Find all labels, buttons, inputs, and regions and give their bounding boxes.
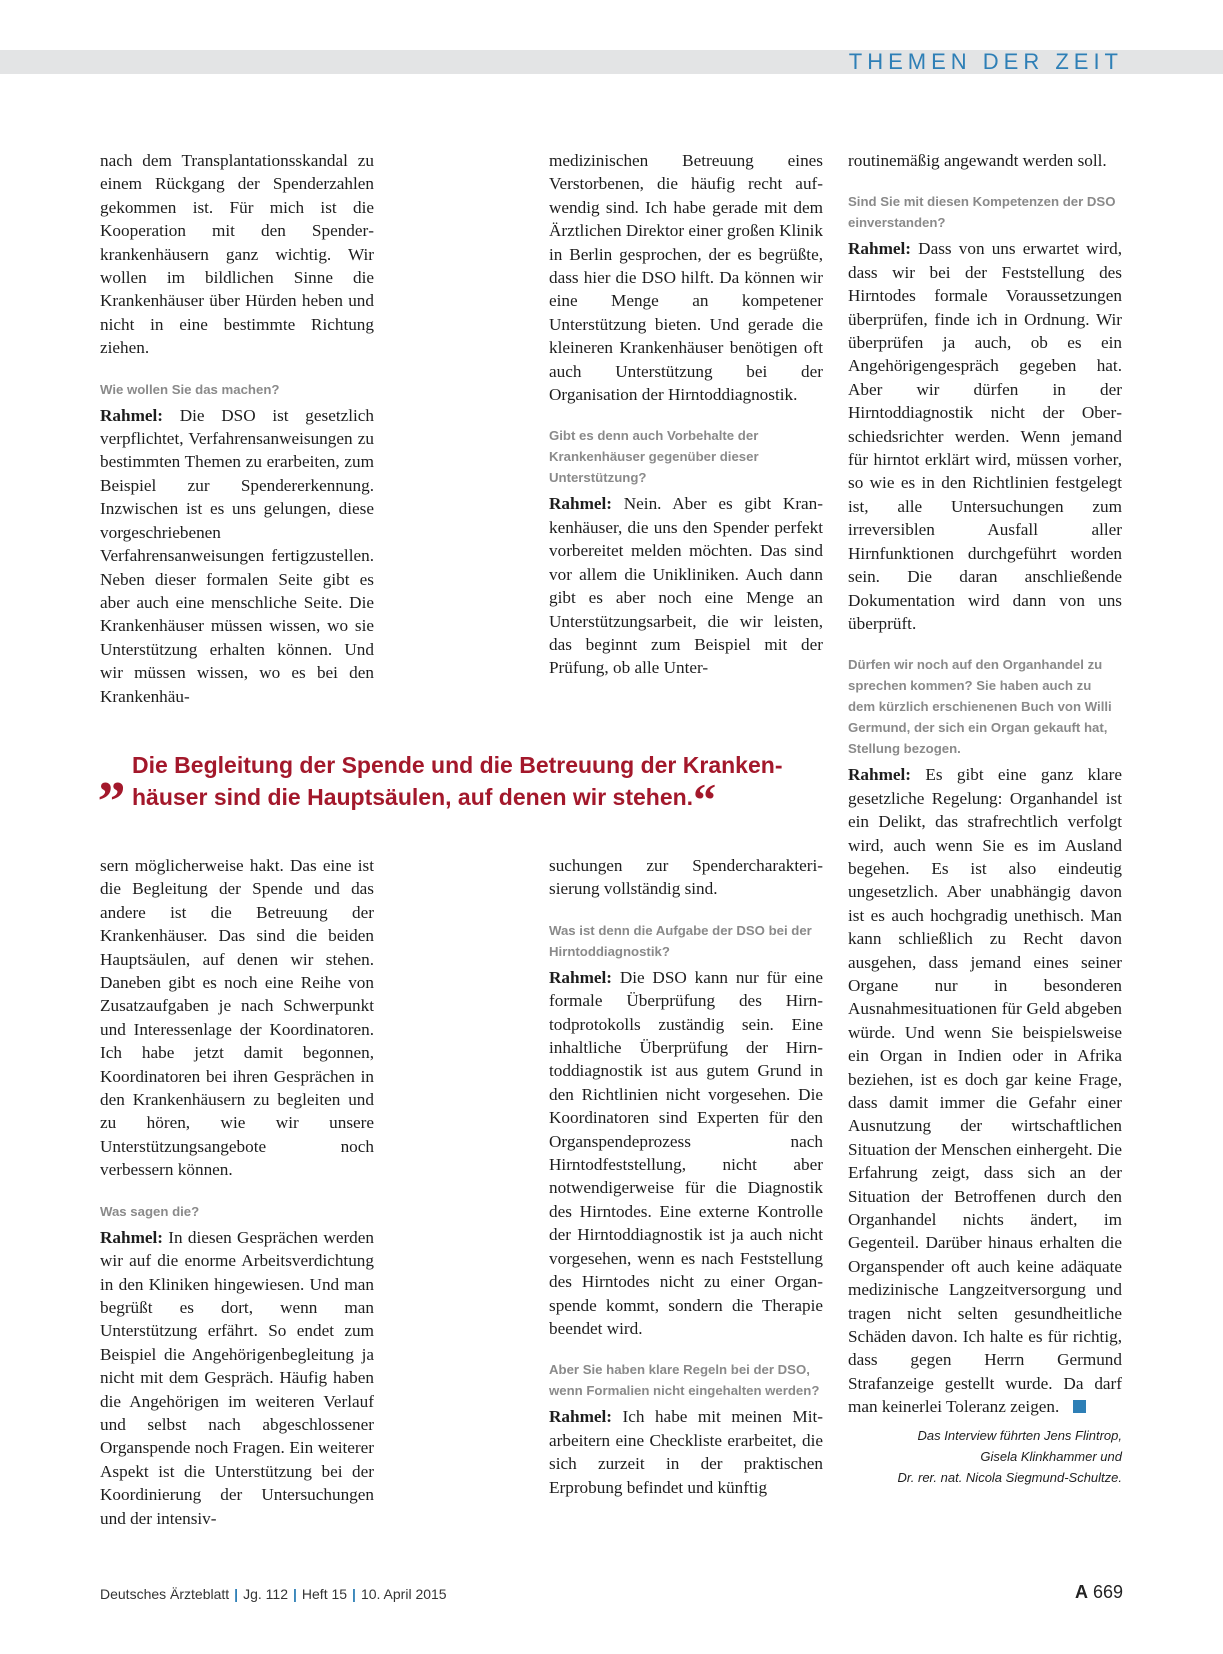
opening-quote-mark: „: [98, 742, 126, 804]
separator: |: [292, 1586, 297, 1602]
credit-line: Gisela Klinkhammer und: [980, 1448, 1122, 1464]
interview-credits: [848, 1425, 1122, 1488]
interview-question: Sind Sie mit diesen Kompetenzen der DSO einverstanden?: [848, 194, 1116, 231]
journal-name: Deutsches Ärzteblatt: [100, 1586, 230, 1602]
answer-text: Nein. Aber es gibt Krankenhäuser, die uns den Spender perfekt vorbereitet melden möchten. Das sind vor allem die Unikliniken. Auch dann gibt es aber noch eine Menge an Unterstützungsarbeit, die wir leisten, das beginnt zum Beispiel mit der Prüfung, ob alle Unter-: [549, 494, 823, 678]
answer-text: Es gibt eine ganz klare gesetzliche Regelung: Organhandel ist ein Delikt, das strafrechtlich verfolgt wird, auch wenn Sie es im Ausland begehen. Es ist also eindeutig ungesetzlich. Aber unabhängig davon ist es auch hochgradig unethisch. Man kann schließlich zu Recht davon ausgehen, dass jemand eines seiner Organe nur in besonderen Ausnahmesituationen für Geld abgeben würde. Und wenn Sie beispielsweise ein Organ in Indien oder in Afrika beziehen, ist es doch gar keine Frage, dass damit immer die Gefahr einer Ausnutzung der wirtschaftlichen Situation der Menschen einhergeht. Die Erfahrung zeigt, dass sich an der Situation der Betroffenen durch den Organhandel nichts ändert, im Gegenteil. Darüber hinaus erhalten die Organspender oft auch keine adäquate medizinische Langzeitversorgung und tragen nicht selten gesundheitliche Schäden davon. Ich halte es für richtig, dass gegen Herrn Germund Strafanzeige gestellt wurde. Da darf man keinerlei Toleranz zeigen.: [848, 765, 1122, 1417]
speaker-label: Rahmel:: [549, 967, 613, 987]
speaker-label: Rahmel:: [549, 494, 613, 514]
answer-paragraph: [100, 1226, 374, 1530]
column-2-top: [549, 149, 823, 680]
answer-paragraph: [848, 763, 1122, 1418]
interview-question: Aber Sie haben klare Regeln bei der DSO, wenn Formalien nicht eingehalten werden?: [549, 1362, 820, 1399]
interview-question: Was ist denn die Aufgabe der DSO bei der Hirntoddiagnostik?: [549, 922, 812, 959]
answer-text: Dass von uns erwartet wird, dass wir bei der Feststellung des Hirntodes formale Voraussetzungen überprüfen, finde ich in Ordnung. Wir überprüfen ja auch, ob es ein Angehörigengespräch gegeben hat. Aber wir dürfen in der Hirntoddiagnostik nicht der Oberschiedsrichter werden. Wenn jemand für hirntot erklärt wird, müssen vorher, so wie es in den Richtlinien festgelegt ist, alle Untersuchungen zum irreversiblen Ausfall aller Hirnfunktionen durchgeführt worden sein. Die daran anschließende Dokumentation wird dann von uns überprüft.: [848, 239, 1122, 633]
answer-text: Die DSO kann nur für eine formale Überprüfung des Hirntodprotokolls zuständig sein. Eine inhaltliche Überprüfung der Hirntoddiagnostik ist aus gutem Grund in den Richtlinien nicht vorgesehen. Die Koordinatoren sind Experten für den Organspendeprozess nach Hirntodfeststellung, nicht aber notwendigerweise für die Diagnostik des Hirntodes. Eine externe Kontrolle der Hirntoddiagnostik ist ja auch nicht vorgesehen, wenn es nach Feststellung des Hirntodes nicht zu einer Organspende kommt, sondern die Therapie beendet wird.: [549, 967, 823, 1338]
footer-citation: [100, 1585, 447, 1603]
end-mark-icon: [1073, 1400, 1086, 1413]
section-label: THEMEN DER ZEIT: [848, 49, 1123, 74]
answer-paragraph: [100, 404, 374, 708]
pull-quote: [98, 742, 818, 825]
closing-quote-mark: “: [693, 774, 717, 825]
interview-question: Dürfen wir noch auf den Organhandel zu sprechen kommen? Sie haben auch zu dem kürzlich erschienenen Buch von Willi Germund, der sich ein Organ gekauft hat, Stellung bezogen.: [848, 657, 1112, 757]
paragraph: nach dem Transplantationsskandal zu einem Rückgang der Spenderzahlen gekommen ist. Für mich ist die Kooperation mit den Spenderkrankenhäusern ganz wichtig. Wir wollen im bildlichen Sinne die Krankenhäuser über Hürden heben und nicht in eine bestimmte Richtung ziehen.: [100, 151, 374, 358]
answer-paragraph: [549, 1405, 823, 1499]
volume: Jg. 112: [243, 1586, 288, 1602]
issue-date: 10. April 2015: [360, 1586, 447, 1602]
speaker-label: Rahmel:: [100, 1227, 164, 1247]
paragraph: suchungen zur Spendercharakterisierung vollständig sind.: [549, 856, 823, 899]
credit-line: Dr. rer. nat. Nicola Siegmund-Schultze.: [897, 1469, 1122, 1485]
speaker-label: Rahmel:: [100, 405, 164, 425]
column-1-top: [100, 149, 374, 708]
credit-line: Das Interview führten Jens Flintrop,: [917, 1427, 1122, 1443]
separator: |: [352, 1586, 356, 1602]
interview-question: Wie wollen Sie das machen?: [100, 381, 280, 397]
answer-paragraph: [549, 492, 823, 679]
page-number: [1075, 1581, 1123, 1603]
paragraph: sern möglicherweise hakt. Das eine ist die Begleitung der Spende und das andere ist die Betreuung der Krankenhäuser. Das sind die beiden Hauptsäulen, auf denen wir stehen. Daneben gibt es noch eine Reihe von Zusatzaufgaben je nach Schwerpunkt und Interessenlage der Koordinatoren. Ich habe jetzt damit begonnen, Koordinatoren bei ihren Gesprächen in den Krankenhäusern zu begleiten und zu hören, wie wir unsere Unterstützungsangebote noch verbessern können.: [100, 856, 374, 1180]
speaker-label: Rahmel:: [848, 239, 912, 259]
answer-paragraph: [549, 966, 823, 1341]
answer-paragraph: [848, 237, 1122, 635]
pull-quote-body: [132, 749, 818, 825]
page-number-value: 669: [1092, 1582, 1123, 1602]
interview-question: Gibt es denn auch Vorbehalte der Krankenhäuser gegenüber dieser Unterstützung?: [549, 428, 759, 486]
paragraph: routinemäßig angewandt werden soll.: [848, 151, 1107, 170]
answer-text: Ich habe mit meinen Mitarbeitern eine Checkliste erarbeitet, die sich zurzeit in der praktischen Erprobung befindet und künftig: [549, 1407, 823, 1497]
issue: Heft 15: [301, 1586, 348, 1602]
speaker-label: Rahmel:: [549, 1407, 613, 1427]
answer-text: In diesen Gesprächen werden wir auf die enorme Arbeitsverdichtung in den Kliniken hingewiesen. Und man begrüßt es dort, wenn man Unterstützung erfährt. So endet zum Beispiel die Angehörigenbegleitung ja nicht mit dem Gespräch. Häufig haben die Angehörigen im weiteren Verlauf und selbst nach abgeschlossener Organspende noch Fragen. Ein weiterer Aspekt ist die Unterstützung bei der Koordinierung der Untersuchungen und der intensiv-: [100, 1227, 374, 1528]
pull-quote-text: Die Begleitung der Spende und die Betreuung der Krankenhäuser sind die Hauptsäulen, auf denen wir stehen.: [132, 752, 783, 810]
speaker-label: Rahmel:: [848, 765, 912, 785]
column-3: [848, 149, 1122, 1488]
page-prefix: A: [1074, 1582, 1088, 1602]
paragraph: medizinischen Betreuung eines Verstorbenen, die häufig recht aufwendig sind. Ich habe gerade mit dem Ärztlichen Direktor einer großen Klinik in Berlin gesprochen, der es begrüßte, dass hier die DSO hilft. Da können wir eine Menge an kompetener Unterstützung bieten. Und gerade die kleineren Krankenhäuser benötigen oft auch Unterstützung bei der Organisation der Hirntoddiagnostik.: [549, 151, 823, 405]
column-2-bottom: [549, 854, 823, 1499]
answer-text: Die DSO ist gesetzlich verpflichtet, Verfahrensanweisungen zu bestimmten Themen zu erarbeiten, zum Beispiel zur Spendererkennung. Inzwischen ist es uns gelungen, diese vorgeschriebenen Verfahrensanweisungen fertigzustellen. Neben dieser formalen Seite gibt es aber auch eine menschliche Seite. Die Krankenhäuser müssen wissen, wo sie Unterstützung erhalten können. Und wir müssen wissen, wo es bei den Krankenhäu-: [100, 405, 374, 706]
interview-question: Was sagen die?: [100, 1203, 200, 1219]
separator: |: [234, 1586, 239, 1602]
column-1-bottom: [100, 854, 374, 1530]
